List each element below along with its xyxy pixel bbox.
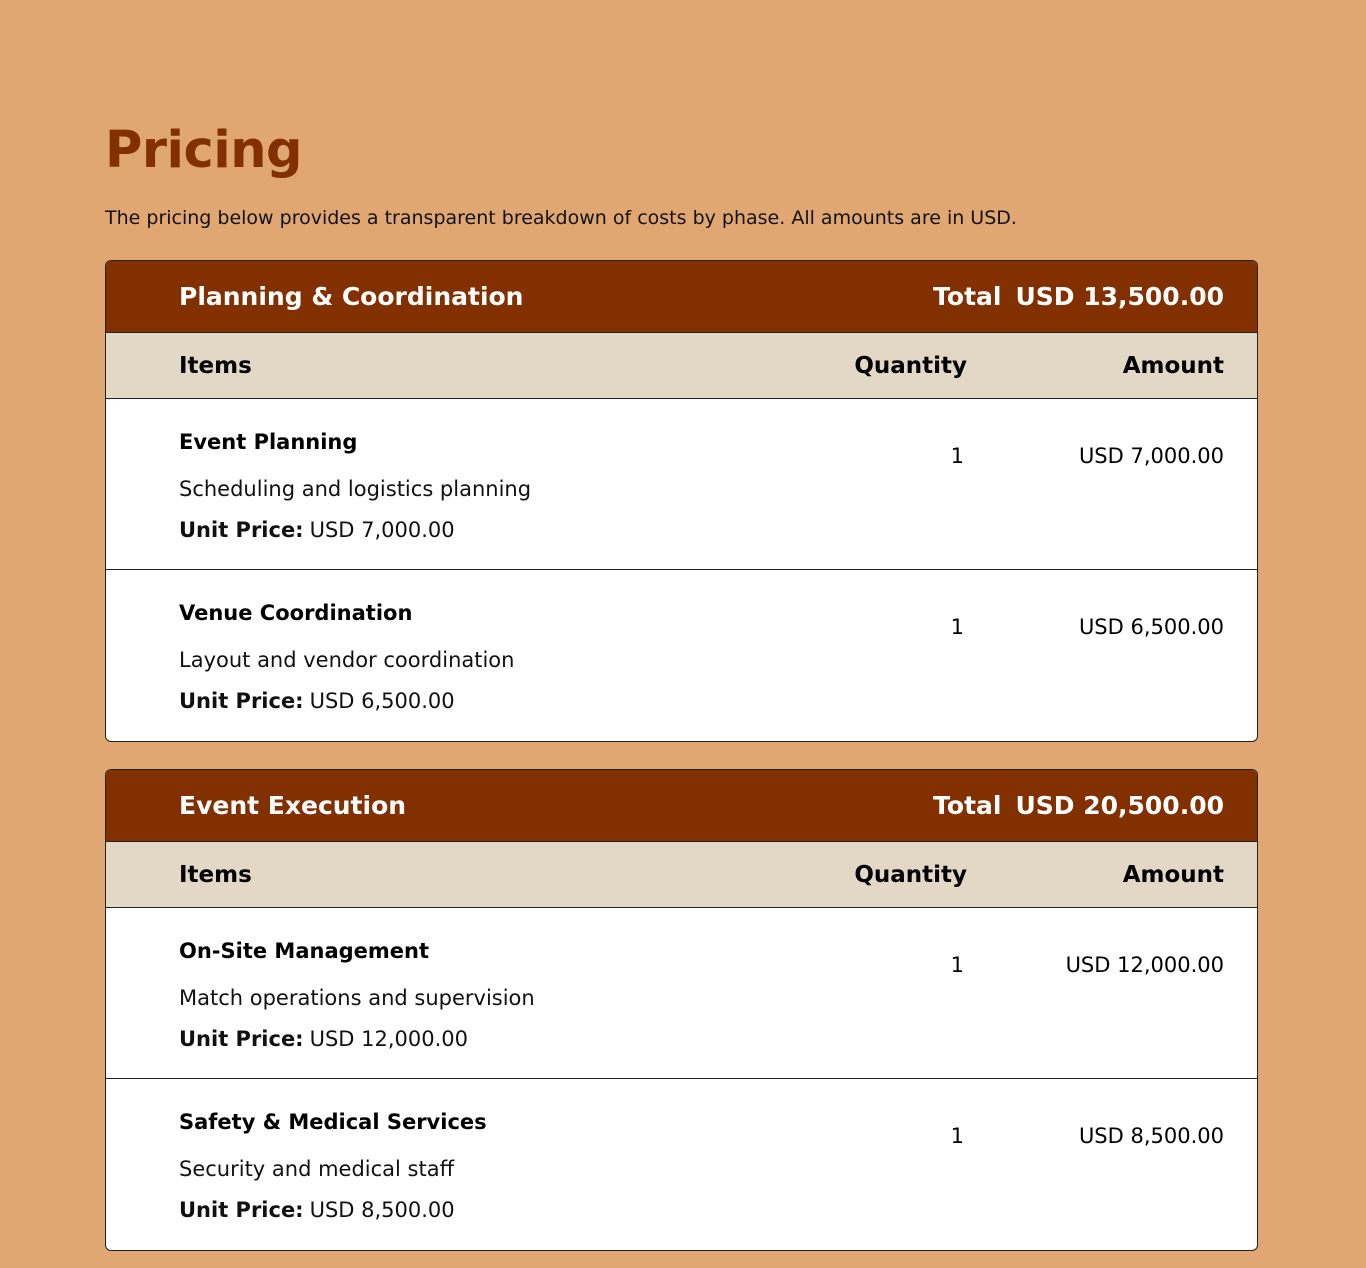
phase-name: Event Execution: [179, 791, 407, 820]
column-header-quantity: Quantity: [854, 352, 967, 379]
unit-price-value: USD 8,500.00: [309, 1198, 455, 1222]
phase-header: [106, 261, 1257, 333]
item-unit-price: [179, 1197, 807, 1223]
unit-price-value: USD 12,000.00: [309, 1027, 469, 1051]
item-amount: USD 7,000.00: [1078, 444, 1224, 468]
table-row: [106, 908, 1257, 1079]
item-quantity: 1: [950, 444, 964, 468]
item-unit-price: [179, 517, 807, 543]
column-header-amount: Amount: [1122, 861, 1224, 888]
table-row: [106, 1079, 1257, 1250]
item-details: [179, 600, 807, 741]
phase-total-value: USD 20,500.00: [1015, 791, 1224, 820]
phase-total: [933, 282, 1224, 311]
unit-price-label: Unit Price:: [179, 1027, 304, 1051]
table-row: [106, 399, 1257, 570]
phase-total-label: Total: [933, 791, 1002, 820]
item-description: Scheduling and logistics planning: [179, 477, 532, 501]
page-intro: The pricing below provides a transparent breakdown of costs by phase. All amounts are in USD.: [105, 207, 1017, 229]
phase-total: [933, 791, 1224, 820]
unit-price-label: Unit Price:: [179, 518, 304, 542]
unit-price-value: USD 7,000.00: [309, 518, 455, 542]
column-header-items: Items: [179, 352, 252, 379]
item-amount: USD 6,500.00: [1078, 615, 1224, 639]
table-row: [106, 570, 1257, 741]
item-quantity: 1: [950, 615, 964, 639]
unit-price-label: Unit Price:: [179, 689, 304, 713]
phase-card-planning: [105, 260, 1258, 742]
item-unit-price: [179, 688, 807, 714]
column-header-row: [106, 842, 1257, 908]
item-amount: USD 12,000.00: [1065, 953, 1224, 977]
phase-total-value: USD 13,500.00: [1015, 282, 1224, 311]
item-name: Venue Coordination: [179, 601, 413, 625]
item-quantity: 1: [950, 953, 964, 977]
phase-name: Planning & Coordination: [179, 282, 524, 311]
item-description: Layout and vendor coordination: [179, 648, 515, 672]
item-unit-price: [179, 1026, 807, 1052]
item-quantity: 1: [950, 1124, 964, 1148]
item-name: Event Planning: [179, 430, 358, 454]
item-details: [179, 938, 807, 1078]
phase-header: [106, 770, 1257, 842]
unit-price-label: Unit Price:: [179, 1198, 304, 1222]
item-details: [179, 429, 807, 569]
item-name: On-Site Management: [179, 939, 430, 963]
item-description: Match operations and supervision: [179, 986, 535, 1010]
item-details: [179, 1109, 807, 1250]
phase-total-label: Total: [933, 282, 1002, 311]
column-header-items: Items: [179, 861, 252, 888]
phase-card-execution: [105, 769, 1258, 1251]
unit-price-value: USD 6,500.00: [309, 689, 455, 713]
column-header-row: [106, 333, 1257, 399]
column-header-quantity: Quantity: [854, 861, 967, 888]
column-header-amount: Amount: [1122, 352, 1224, 379]
item-amount: USD 8,500.00: [1078, 1124, 1224, 1148]
page-title: Pricing: [105, 121, 303, 180]
item-name: Safety & Medical Services: [179, 1110, 487, 1134]
item-description: Security and medical staff: [179, 1157, 455, 1181]
